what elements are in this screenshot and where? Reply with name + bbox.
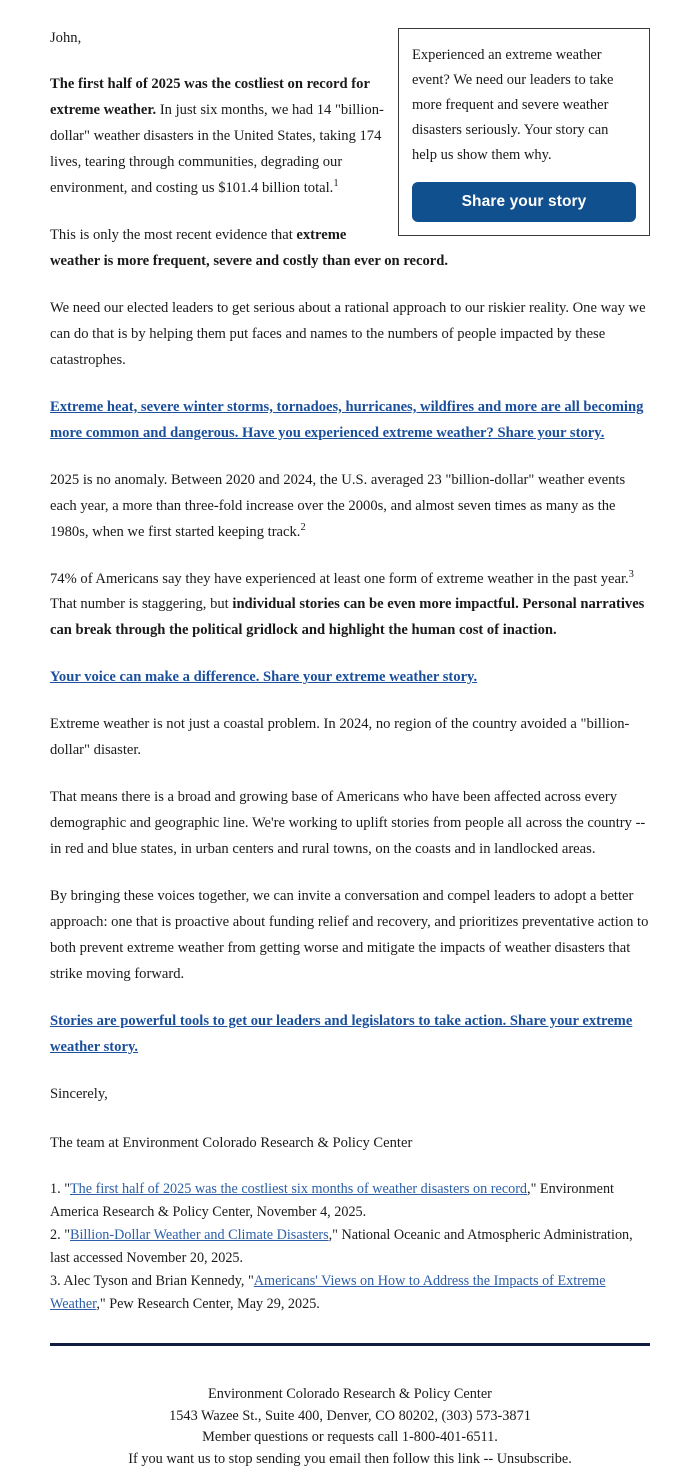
closing: Sincerely, — [50, 1086, 108, 1103]
reference-number: 3. Alec Tyson and Brian Kennedy, " — [50, 1272, 254, 1289]
footer-member-line: Member questions or requests call 1-800-401-6511. — [202, 1429, 498, 1446]
callout-box — [398, 28, 650, 236]
paragraph-coastal: Extreme weather is not just a coastal problem. In 2024, no region of the country avoided a "billion-dollar" disaster. — [50, 716, 630, 759]
signature: The team at Environment Colorado Research & Policy Center — [50, 1135, 413, 1151]
share-story-link-2[interactable]: Your voice can make a difference. Share your extreme weather story. — [50, 669, 478, 686]
salutation: John, — [50, 30, 82, 46]
share-story-link-3[interactable]: Stories are powerful tools to get our leaders and legislators to take action. Share your extreme weather story. — [50, 1013, 633, 1056]
paragraph-costliest-rest: In just six months, we had 14 "billion-dollar" weather disasters in the United States, taking 174 lives, tearing through communities, degrading our environment, and costing us $101.4 billion total. — [50, 101, 384, 196]
reference-item — [50, 1224, 650, 1270]
link-paragraph-your-voice — [50, 665, 650, 691]
paragraph-no-anomaly — [50, 468, 650, 546]
reference-number: 1. " — [50, 1180, 70, 1197]
footer-address: 1543 Wazee St., Suite 400, Denver, CO 80202, (303) 573-3871 — [169, 1407, 531, 1424]
email-footer — [50, 1384, 650, 1471]
paragraph-elected-leaders: We need our elected leaders to get serious about a rational approach to our riskier reality. One way we can do that is by helping them put faces and names to the numbers of people impacted by these catastrophes. — [50, 299, 646, 368]
paragraph-voices-together: By bringing these voices together, we can invite a conversation and compel leaders to adopt a better approach: one that is proactive about funding relief and recovery, and prioritizes preventative action to both prevent extreme weather from getting worse and mitigate the impacts of weather disasters that strike moving forward. — [50, 888, 649, 983]
paragraph-no-anomaly-text: 2025 is no anomaly. Between 2020 and 2024, the U.S. averaged 23 "billion-dollar" weather events each year, a more than three-fold increase over the 2000s, and almost seven times as many as the 1980s, when we first started keeping track. — [50, 471, 626, 540]
link-paragraph-stories-powerful — [50, 1009, 650, 1061]
paragraph-74-percent-bold: individual stories can be even more impactful. Personal narratives can break through the political gridlock and highlight the human cost of inaction. — [50, 596, 645, 639]
footer-unsubscribe-line: If you want us to stop sending you email then follow this link -- Unsubscribe. — [128, 1451, 572, 1468]
paragraph-costliest-lead: The first half of 2025 was the costliest on record for extreme weather. — [50, 75, 370, 118]
reference-link[interactable]: The first half of 2025 was the costliest six months of weather disasters on record — [69, 1180, 528, 1197]
paragraph-74-percent-lead: 74% of Americans say they have experienced at least one form of extreme weather in the past year. — [50, 570, 629, 587]
paragraph-74-percent-middle: That number is staggering, but — [50, 596, 233, 613]
reference-link[interactable]: Americans' Views on How to Address the Impacts of Extreme Weather — [50, 1272, 606, 1312]
footnote-marker-2: 2 — [300, 521, 306, 533]
share-your-story-button[interactable]: Share your story — [412, 182, 636, 222]
reference-tail: ," Environment America Research & Policy Center, November 4, 2025. — [50, 1180, 614, 1220]
footnote-marker-3: 3 — [628, 568, 634, 580]
footer-divider — [50, 1343, 650, 1346]
references-list — [50, 1178, 650, 1316]
reference-tail: ," Pew Research Center, May 29, 2025. — [96, 1295, 320, 1312]
paragraph-evidence-lead: This is only the most recent evidence that — [50, 226, 297, 243]
callout-text: Experienced an extreme weather event? We need our leaders to take more frequent and severe weather disasters seriously. Your story can help us show them why. — [412, 47, 614, 163]
link-paragraph-extreme-heat — [50, 395, 650, 447]
reference-link[interactable]: Billion-Dollar Weather and Climate Disasters — [69, 1226, 329, 1243]
share-story-link-1[interactable]: Extreme heat, severe winter storms, tornadoes, hurricanes, wildfires and more are all becoming more common and dangerous. Have you experienced extreme weather? Share your story. — [50, 398, 644, 441]
footer-organization: Environment Colorado Research & Policy Center — [208, 1385, 492, 1402]
reference-tail: ," National Oceanic and Atmospheric Administration, last accessed November 20, 2025. — [50, 1226, 633, 1266]
paragraph-74-percent — [50, 567, 650, 645]
reference-item — [50, 1270, 650, 1316]
reference-item — [50, 1178, 650, 1224]
paragraph-evidence-bold: extreme weather is more frequent, severe and costly than ever on record. — [50, 226, 449, 269]
footnote-marker-1: 1 — [333, 177, 339, 189]
reference-number: 2. " — [50, 1226, 70, 1243]
paragraph-demographics: That means there is a broad and growing base of Americans who have been affected across every demographic and geographic line. We're working to uplift stories from people all across the country -- in red and blue states, in urban centers and rural towns, on the coasts and in landlocked areas. — [50, 789, 646, 858]
